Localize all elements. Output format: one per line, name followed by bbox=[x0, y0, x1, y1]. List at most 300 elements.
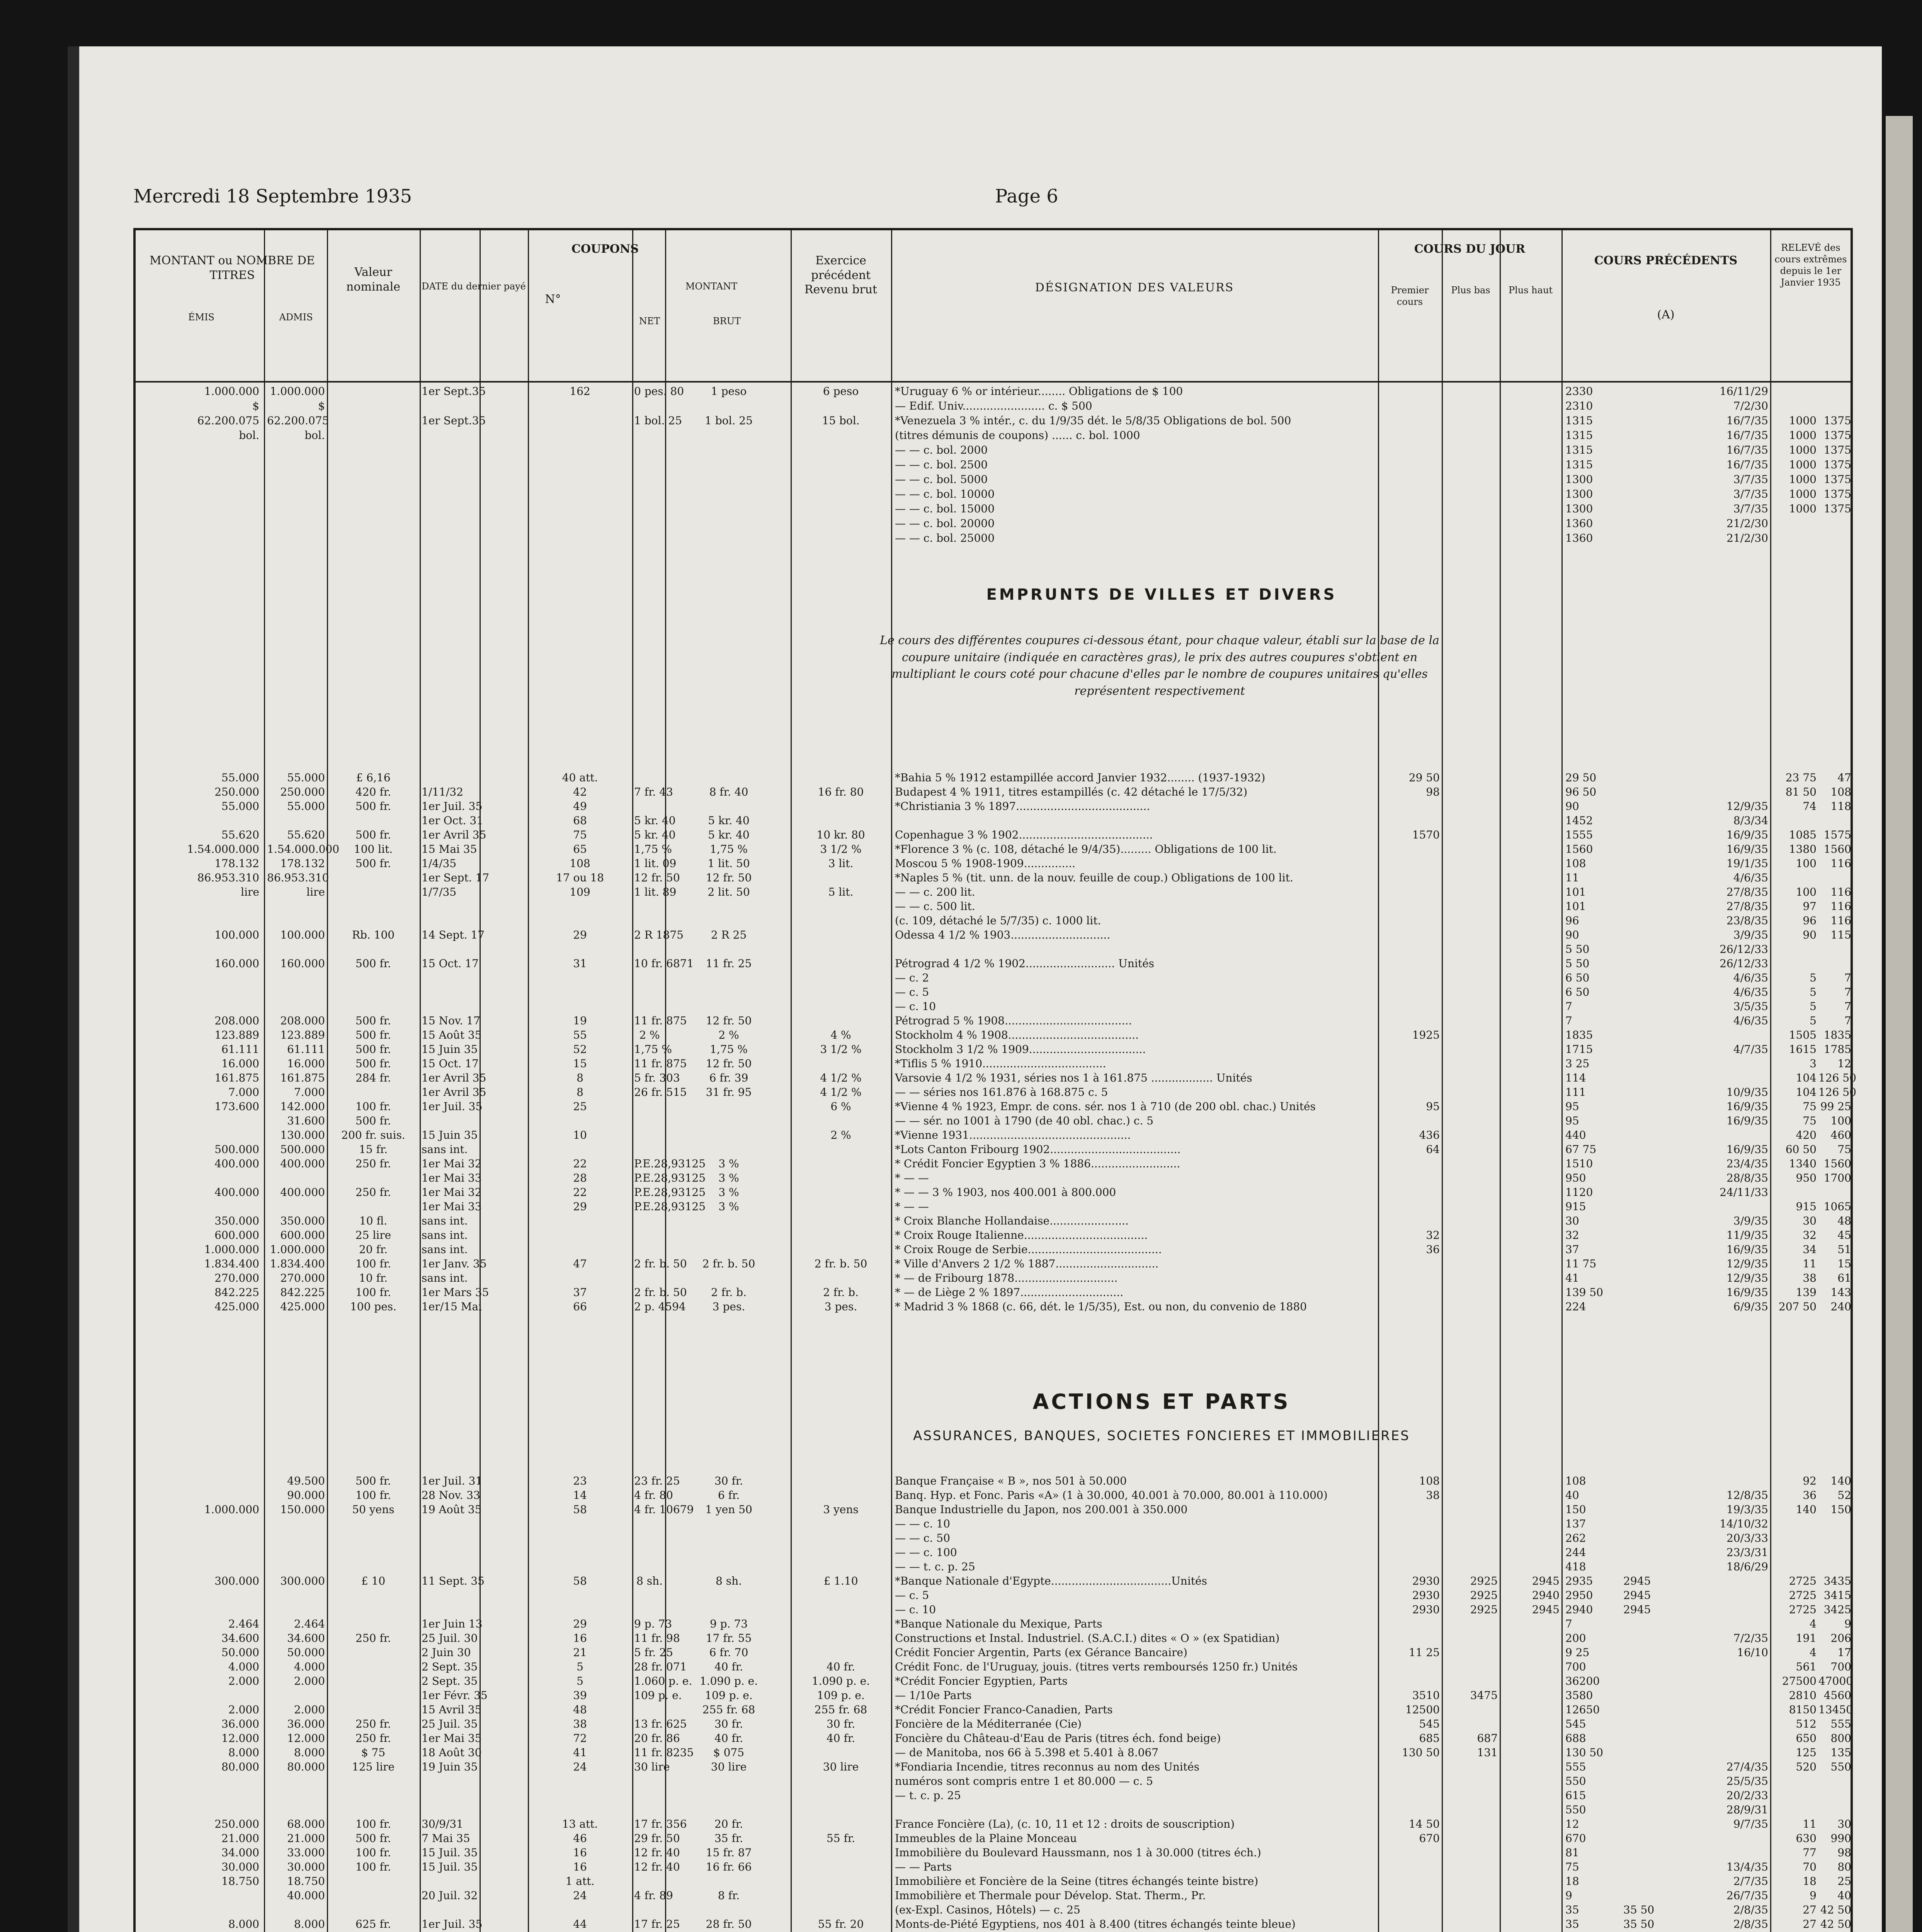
cell-date: 30/9/31 bbox=[422, 1818, 463, 1830]
cell-admis: 350.000 bbox=[280, 1214, 325, 1227]
cell-exercice: 30 lire bbox=[823, 1760, 859, 1773]
cell-emis: 80.000 bbox=[221, 1760, 259, 1773]
cell-num: 24 bbox=[573, 1760, 587, 1773]
cell-net: 5 fr. 25 bbox=[634, 1646, 673, 1659]
cell-precedent: 3 25 bbox=[1565, 1057, 1590, 1070]
header-valeur: Valeur nominale bbox=[346, 265, 400, 294]
cell-designation: *Banque Nationale d'Egypte...................................Unités bbox=[895, 1575, 1207, 1587]
cell-num: 40 att. bbox=[562, 771, 598, 784]
header-a: (A) bbox=[1657, 308, 1675, 321]
cell-r2: 143 bbox=[1830, 1286, 1851, 1299]
cell-r2: 42 50 bbox=[1820, 1903, 1851, 1916]
table-row bbox=[136, 414, 1851, 429]
cell-admis: 16.000 bbox=[287, 1057, 325, 1070]
cell-valeur: 500 fr. bbox=[355, 957, 391, 970]
cell-designation: * Madrid 3 % 1868 (c. 66, dét. le 1/5/35), Est. ou non, du convenio de 1880 bbox=[895, 1300, 1307, 1313]
cell-precedent: 130 50 bbox=[1565, 1746, 1603, 1759]
cell-num: 109 bbox=[570, 886, 590, 898]
cell-designation: Crédit Fonc. de l'Uruguay, jouis. (titres verts remboursés 1250 fr.) Unités bbox=[895, 1660, 1298, 1673]
cell-admis: 161.875 bbox=[280, 1071, 325, 1084]
cell-emis: 21.000 bbox=[221, 1832, 259, 1845]
cell-net: 8 sh. bbox=[636, 1575, 663, 1587]
running-head bbox=[133, 185, 1834, 213]
cell-r1: 420 bbox=[1796, 1129, 1817, 1141]
cell-date: 1/4/35 bbox=[422, 857, 457, 870]
cell-cours-b: 35 50 bbox=[1623, 1918, 1655, 1930]
table-row bbox=[136, 943, 1851, 957]
cell-exercice: 10 kr. 80 bbox=[816, 828, 865, 841]
cell-num: 5 bbox=[577, 1660, 583, 1673]
cell-valeur: 500 fr. bbox=[355, 1043, 391, 1056]
cell-precedent: 95 bbox=[1565, 1100, 1579, 1113]
cell-date-prec: 26/7/35 bbox=[1726, 1889, 1768, 1902]
cell-valeur: 100 pes. bbox=[350, 1300, 397, 1313]
table-row bbox=[136, 1071, 1856, 1086]
cell-precedent: 1360 bbox=[1565, 517, 1593, 530]
cell-date-prec: 25/5/35 bbox=[1726, 1775, 1768, 1787]
table-row bbox=[136, 1746, 1851, 1760]
table-row bbox=[136, 1775, 1851, 1789]
cell-admis: 1.834.400 bbox=[270, 1257, 325, 1270]
cell-r2: 1835 bbox=[1823, 1029, 1851, 1041]
cell-date-prec: 16/7/35 bbox=[1726, 458, 1768, 471]
cell-brut: 8 fr. bbox=[718, 1889, 740, 1902]
cell-r1: 81 50 bbox=[1785, 786, 1817, 798]
cell-precedent: 1560 bbox=[1565, 843, 1593, 855]
cell-r1: 1505 bbox=[1789, 1029, 1817, 1041]
cell-net: 11 fr. 875 bbox=[634, 1014, 687, 1027]
cell-date-prec: 16/9/35 bbox=[1726, 828, 1768, 841]
cell-date: 1er Avril 35 bbox=[422, 828, 486, 841]
cell-net: 17 fr. 25 bbox=[634, 1918, 680, 1930]
cell-emis: 12.000 bbox=[221, 1732, 259, 1745]
cell-net: 2 fr. b. 50 bbox=[634, 1286, 687, 1299]
cell-num: 37 bbox=[573, 1286, 587, 1299]
cell-date-prec: 21/2/30 bbox=[1726, 532, 1768, 544]
cell-plus-haut: 2940 bbox=[1532, 1589, 1560, 1602]
cell-num: 22 bbox=[573, 1157, 587, 1170]
table-row bbox=[136, 1875, 1851, 1889]
cell-r2: 206 bbox=[1830, 1632, 1851, 1645]
cell-exercice: 2 fr. b. 50 bbox=[814, 1257, 867, 1270]
table-row bbox=[136, 1029, 1851, 1043]
cell-r1: 74 bbox=[1803, 800, 1817, 813]
cell-r1: 1000 bbox=[1789, 414, 1817, 427]
cell-net: 7 fr. 43 bbox=[634, 786, 673, 798]
table-row bbox=[136, 1057, 1851, 1071]
binding-margin bbox=[1886, 116, 1913, 1932]
table-row bbox=[136, 517, 1851, 531]
table-row bbox=[136, 786, 1851, 800]
table-row bbox=[136, 1703, 1851, 1718]
cell-r2: 48 bbox=[1837, 1214, 1851, 1227]
cell-emis: 1.000.000 bbox=[204, 1503, 259, 1516]
cell-precedent: 75 bbox=[1565, 1861, 1579, 1873]
cell-r2: 98 bbox=[1837, 1846, 1851, 1859]
cell-net: 4 fr. 10679 bbox=[634, 1503, 694, 1516]
cell-date: 1er Mai 35 bbox=[422, 1732, 482, 1745]
cell-date-prec: 12/9/35 bbox=[1726, 1272, 1768, 1284]
cell-r2: 45 bbox=[1837, 1229, 1851, 1242]
cell-admis: 123.889 bbox=[280, 1029, 325, 1041]
cell-date: 25 Juil. 35 bbox=[422, 1718, 478, 1730]
cell-precedent: 90 bbox=[1565, 929, 1579, 941]
cell-designation: — — c. 100 bbox=[895, 1546, 957, 1559]
cell-r1: 90 bbox=[1803, 929, 1817, 941]
table-row bbox=[136, 1229, 1851, 1243]
cell-emis: 300.000 bbox=[214, 1575, 259, 1587]
cell-net: 10 fr. 6871 bbox=[634, 957, 694, 970]
cell-date-prec: 4/6/35 bbox=[1733, 971, 1768, 984]
cell-admis: 250.000 bbox=[280, 786, 325, 798]
cell-r2: 990 bbox=[1830, 1832, 1851, 1845]
cell-emis: 270.000 bbox=[214, 1272, 259, 1284]
cell-date: 25 Juil. 30 bbox=[422, 1632, 478, 1645]
cell-designation: — — c. bol. 25000 bbox=[895, 532, 995, 544]
cell-r1: 1000 bbox=[1789, 502, 1817, 515]
cell-r1: 104 bbox=[1796, 1071, 1817, 1084]
cell-num: 22 bbox=[573, 1186, 587, 1199]
table-row bbox=[136, 1517, 1851, 1532]
cell-precedent: 36200 bbox=[1565, 1675, 1600, 1687]
cell-valeur: 10 fl. bbox=[359, 1214, 388, 1227]
cell-net: 12 fr. 40 bbox=[634, 1861, 680, 1873]
cell-valeur: 50 yens bbox=[352, 1503, 395, 1516]
cell-r2: 140 bbox=[1830, 1475, 1851, 1487]
cell-net: 11 fr. 8235 bbox=[634, 1746, 694, 1759]
cell-r1: 70 bbox=[1803, 1861, 1817, 1873]
cell-cours-b: 35 50 bbox=[1623, 1903, 1655, 1916]
cell-date-prec: 6/9/35 bbox=[1733, 1300, 1768, 1313]
cell-r1: 75 bbox=[1803, 1100, 1817, 1113]
cell-num: 46 bbox=[573, 1832, 587, 1845]
cell-emis: 55.000 bbox=[221, 771, 259, 784]
table-row bbox=[136, 1172, 1851, 1186]
cell-brut: 8 sh. bbox=[715, 1575, 742, 1587]
cell-admis: 33.000 bbox=[287, 1846, 325, 1859]
cell-valeur: 420 fr. bbox=[355, 786, 391, 798]
cell-premier: 1925 bbox=[1412, 1029, 1440, 1041]
cell-valeur: 500 fr. bbox=[355, 1057, 391, 1070]
cell-r2: 25 bbox=[1837, 1875, 1851, 1888]
cell-num: 24 bbox=[573, 1889, 587, 1902]
header-releve: RELEVÉ des cours extrêmes depuis le 1er Janvier 1935 bbox=[1774, 242, 1847, 288]
cell-num: 55 bbox=[573, 1029, 587, 1041]
header-exercice: Exercice précédent Revenu brut bbox=[804, 254, 878, 296]
cell-precedent: 2950 bbox=[1565, 1589, 1593, 1602]
table-row bbox=[136, 458, 1851, 473]
cell-r2: 115 bbox=[1830, 929, 1851, 941]
cell-date-prec: 12/8/35 bbox=[1726, 1489, 1768, 1502]
cell-date: 1er Mai 32 bbox=[422, 1157, 482, 1170]
cell-exercice: 2 fr. b. bbox=[823, 1286, 859, 1299]
cell-r2: 1375 bbox=[1823, 444, 1851, 456]
cell-emis: 425.000 bbox=[214, 1300, 259, 1313]
cell-r1: 11 bbox=[1803, 1257, 1817, 1270]
table-row bbox=[136, 871, 1851, 886]
cell-date-prec: 18/6/29 bbox=[1726, 1560, 1768, 1573]
cell-emis: 50.000 bbox=[221, 1646, 259, 1659]
cell-num: 5 bbox=[577, 1675, 583, 1687]
cell-admis: 86.953.310 bbox=[267, 871, 329, 884]
cell-net: 9 p. 73 bbox=[634, 1617, 672, 1630]
cell-emis: 600.000 bbox=[214, 1229, 259, 1242]
cell-num: 44 bbox=[573, 1918, 587, 1930]
table-row bbox=[136, 1918, 1851, 1932]
cell-date: 15 Nov. 17 bbox=[422, 1014, 480, 1027]
cell-r1: 140 bbox=[1796, 1503, 1817, 1516]
cell-designation: — — c. 50 bbox=[895, 1532, 950, 1544]
cell-date: 2 Sept. 35 bbox=[422, 1660, 478, 1673]
cell-r2: 150 bbox=[1830, 1503, 1851, 1516]
cell-r2: 7 bbox=[1844, 1014, 1851, 1027]
cell-precedent: 1360 bbox=[1565, 532, 1593, 544]
cell-precedent: 615 bbox=[1565, 1789, 1586, 1802]
cell-admis: 34.600 bbox=[287, 1632, 325, 1645]
cell-precedent: 81 bbox=[1565, 1846, 1579, 1859]
cell-net: P.E.28,93125 bbox=[634, 1157, 706, 1170]
cell-r2: 1375 bbox=[1823, 414, 1851, 427]
cell-precedent: 111 bbox=[1565, 1086, 1586, 1099]
cell-r1: 5 bbox=[1810, 1000, 1817, 1013]
table-row bbox=[136, 1286, 1851, 1300]
cell-r1: 27 bbox=[1803, 1903, 1817, 1916]
cell-num: 28 bbox=[573, 1172, 587, 1184]
cell-designation: — — séries nos 161.876 à 168.875 c. 5 bbox=[895, 1086, 1108, 1099]
cell-brut: 31 fr. 95 bbox=[706, 1086, 752, 1099]
cell-r1: 1340 bbox=[1789, 1157, 1817, 1170]
table-row bbox=[136, 1300, 1851, 1315]
cell-valeur: 20 fr. bbox=[359, 1243, 388, 1256]
cell-date: 1er/15 Mai bbox=[422, 1300, 482, 1313]
cell-brut: 3 % bbox=[718, 1157, 739, 1170]
table-row bbox=[136, 1617, 1851, 1632]
cell-precedent: 6 50 bbox=[1565, 971, 1590, 984]
cell-emis: 178.132 bbox=[214, 857, 259, 870]
cell-date-prec: 8/3/34 bbox=[1733, 814, 1768, 827]
cell-brut: 255 fr. 68 bbox=[702, 1703, 755, 1716]
cell-date-prec: 16/9/35 bbox=[1726, 1100, 1768, 1113]
cell-precedent: 101 bbox=[1565, 900, 1586, 913]
cell-num: 47 bbox=[573, 1257, 587, 1270]
cell-date: 1er Juil. 35 bbox=[422, 1100, 483, 1113]
cell-precedent: 5 50 bbox=[1565, 957, 1590, 970]
cell-precedent: 139 50 bbox=[1565, 1286, 1603, 1299]
cell-precedent: 11 bbox=[1565, 871, 1579, 884]
cell-designation: — de Manitoba, nos 66 à 5.398 et 5.401 à 8.067 bbox=[895, 1746, 1159, 1759]
cell-r2: 51 bbox=[1837, 1243, 1851, 1256]
cell-precedent: 7 bbox=[1565, 1014, 1572, 1027]
cell-brut: 2 lit. 50 bbox=[708, 886, 750, 898]
cell-net: 109 p. e. bbox=[634, 1689, 682, 1702]
cell-precedent: 108 bbox=[1565, 1475, 1586, 1487]
cell-designation: — c. 5 bbox=[895, 1589, 929, 1602]
cell-valeur: 100 fr. bbox=[355, 1286, 391, 1299]
cell-r2: 460 bbox=[1830, 1129, 1851, 1141]
cell-r2: 1700 bbox=[1823, 1172, 1851, 1184]
cell-exercice: 3 yens bbox=[823, 1503, 859, 1516]
cell-precedent: 150 bbox=[1565, 1503, 1586, 1516]
cell-brut: 11 fr. 25 bbox=[706, 957, 752, 970]
cell-date-prec: 7/2/30 bbox=[1733, 400, 1768, 412]
cell-designation: * Ville d'Anvers 2 1/2 % 1887.............................. bbox=[895, 1257, 1159, 1270]
cell-r1: 2725 bbox=[1789, 1589, 1817, 1602]
cell-date-prec: 3/7/35 bbox=[1733, 488, 1768, 500]
cell-num: 66 bbox=[573, 1300, 587, 1313]
cell-net: P.E.28,93125 bbox=[634, 1172, 706, 1184]
cell-emis: 100.000 bbox=[214, 929, 259, 941]
cell-premier: 2930 bbox=[1412, 1575, 1440, 1587]
cell-r2: 135 bbox=[1830, 1746, 1851, 1759]
cell-precedent: 550 bbox=[1565, 1775, 1586, 1787]
cell-emis: 250.000 bbox=[214, 786, 259, 798]
cell-date: 1/7/35 bbox=[422, 886, 457, 898]
cell-date: 1er Mai 33 bbox=[422, 1172, 482, 1184]
cell-num: 41 bbox=[573, 1746, 587, 1759]
cell-designation: *Florence 3 % (c. 108, détaché le 9/4/35)......... Obligations de 100 lit. bbox=[895, 843, 1277, 855]
table-row bbox=[136, 1532, 1851, 1546]
cell-r1: 5 bbox=[1810, 986, 1817, 998]
cell-admis: 2.464 bbox=[294, 1617, 325, 1630]
cell-brut: 6 fr. bbox=[718, 1489, 740, 1502]
cell-plus-haut: 2945 bbox=[1532, 1575, 1560, 1587]
cell-precedent: 224 bbox=[1565, 1300, 1586, 1313]
cell-precedent: 32 bbox=[1565, 1229, 1579, 1242]
cell-r1: 92 bbox=[1803, 1475, 1817, 1487]
cell-premier: 95 bbox=[1426, 1100, 1440, 1113]
cell-r2: 126 50 bbox=[1818, 1086, 1856, 1099]
cell-precedent: 2935 bbox=[1565, 1575, 1593, 1587]
cell-r1: 60 50 bbox=[1785, 1143, 1817, 1156]
cell-date: 15 Juin 35 bbox=[422, 1043, 478, 1056]
cell-date-prec: 3/7/35 bbox=[1733, 502, 1768, 515]
cell-designation: Banq. Hyp. et Fonc. Paris «A» (1 à 30.000, 40.001 à 70.000, 80.001 à 110.000) bbox=[895, 1489, 1328, 1502]
cell-r1: 9 bbox=[1810, 1889, 1817, 1902]
cell-designation: Stockholm 4 % 1908...................................... bbox=[895, 1029, 1139, 1041]
cell-date: 11 Sept. 35 bbox=[422, 1575, 485, 1587]
cell-r2: 3435 bbox=[1823, 1575, 1851, 1587]
header-coupons: COUPONS bbox=[571, 242, 639, 256]
cell-emis: 2.000 bbox=[228, 1703, 259, 1716]
table-row bbox=[136, 1675, 1851, 1689]
cell-r1: 96 bbox=[1803, 914, 1817, 927]
cell-exercice: 255 fr. 68 bbox=[814, 1703, 867, 1716]
cell-admis: 4.000 bbox=[294, 1660, 325, 1673]
table-row bbox=[136, 1043, 1851, 1057]
cell-premier: 32 bbox=[1426, 1229, 1440, 1242]
cell-valeur: 625 fr. bbox=[355, 1918, 391, 1930]
header-date-dernier: DATE du dernier payé bbox=[422, 281, 526, 292]
cell-admis: 50.000 bbox=[287, 1646, 325, 1659]
cell-r1: 100 bbox=[1796, 886, 1817, 898]
cell-r2: 116 bbox=[1830, 857, 1851, 870]
cell-net: 12 fr. 40 bbox=[634, 1846, 680, 1859]
cell-r1: 77 bbox=[1803, 1846, 1817, 1859]
cell-admis: 8.000 bbox=[294, 1746, 325, 1759]
cell-admis: lire bbox=[306, 886, 325, 898]
cell-valeur: 500 fr. bbox=[355, 828, 391, 841]
cell-premier: 12500 bbox=[1405, 1703, 1440, 1716]
cell-brut: 5 kr. 40 bbox=[708, 828, 750, 841]
cell-date-prec: 21/2/30 bbox=[1726, 517, 1768, 530]
cell-precedent: 262 bbox=[1565, 1532, 1586, 1544]
cell-r1: 915 bbox=[1796, 1200, 1817, 1213]
table-row bbox=[136, 771, 1851, 786]
cell-valeur: 100 fr. bbox=[355, 1100, 391, 1113]
cell-num: 8 bbox=[577, 1086, 583, 1099]
cell-r2: 15 bbox=[1837, 1257, 1851, 1270]
cell-precedent: 915 bbox=[1565, 1200, 1586, 1213]
cell-date: 1er Juil. 35 bbox=[422, 1918, 483, 1930]
cell-r2: 1560 bbox=[1823, 843, 1851, 855]
cell-emis: 86.953.310 bbox=[197, 871, 259, 884]
cell-premier: 1570 bbox=[1412, 828, 1440, 841]
cell-designation: — — c. bol. 2000 bbox=[895, 444, 988, 456]
table-row bbox=[136, 900, 1851, 914]
cell-valeur: 500 fr. bbox=[355, 1029, 391, 1041]
cell-r2: 13450 bbox=[1818, 1703, 1853, 1716]
cell-date-prec: 16/7/35 bbox=[1726, 429, 1768, 442]
cell-admis: 80.000 bbox=[287, 1760, 325, 1773]
table-row bbox=[136, 1243, 1851, 1257]
cell-brut: 30 fr. bbox=[714, 1475, 743, 1487]
cell-plus-bas: 2925 bbox=[1470, 1575, 1498, 1587]
cell-precedent: 108 bbox=[1565, 857, 1586, 870]
cell-emis: 400.000 bbox=[214, 1157, 259, 1170]
cell-precedent: 101 bbox=[1565, 886, 1586, 898]
cell-r1: 950 bbox=[1796, 1172, 1817, 1184]
cell-num: 25 bbox=[573, 1100, 587, 1113]
table-row bbox=[136, 1732, 1851, 1746]
cell-date: 15 Mai 35 bbox=[422, 843, 477, 855]
cell-valeur: £ 6,16 bbox=[356, 771, 391, 784]
cell-precedent: 3580 bbox=[1565, 1689, 1593, 1702]
cell-date-prec: 3/9/35 bbox=[1733, 1214, 1768, 1227]
cell-r1: 1000 bbox=[1789, 444, 1817, 456]
cell-precedent: 555 bbox=[1565, 1760, 1586, 1773]
cell-valeur: 500 fr. bbox=[355, 857, 391, 870]
cell-net: 5 kr. 40 bbox=[634, 814, 676, 827]
table-row bbox=[136, 1832, 1851, 1846]
cell-designation: *Lots Canton Fribourg 1902...................................... bbox=[895, 1143, 1181, 1156]
cell-designation: — Edif. Univ........................ c. $ 500 bbox=[895, 400, 1092, 412]
cell-precedent: 545 bbox=[1565, 1718, 1586, 1730]
cell-admis: bol. bbox=[304, 429, 325, 442]
cell-date-prec: 14/10/32 bbox=[1720, 1517, 1768, 1530]
cell-r2: 116 bbox=[1830, 900, 1851, 913]
cell-designation: — c. 10 bbox=[895, 1603, 936, 1616]
cell-net: 11 fr. 875 bbox=[634, 1057, 687, 1070]
cell-brut: 5 kr. 40 bbox=[708, 814, 750, 827]
cell-r2: 1375 bbox=[1823, 488, 1851, 500]
issue-date: Mercredi 18 Septembre 1935 bbox=[133, 185, 412, 207]
cell-num: 14 bbox=[573, 1489, 587, 1502]
cell-designation: *Crédit Foncier Franco-Canadien, Parts bbox=[895, 1703, 1113, 1716]
cell-admis: 100.000 bbox=[280, 929, 325, 941]
cell-designation: — — Parts bbox=[895, 1861, 952, 1873]
cell-designation: — — c. bol. 20000 bbox=[895, 517, 995, 530]
cell-num: 16 bbox=[573, 1861, 587, 1873]
cell-admis: 400.000 bbox=[280, 1157, 325, 1170]
cell-admis: 8.000 bbox=[294, 1918, 325, 1930]
cell-premier: 36 bbox=[1426, 1243, 1440, 1256]
cell-date-prec: 3/7/35 bbox=[1733, 473, 1768, 486]
cell-designation: *Christiania 3 % 1897....................................... bbox=[895, 800, 1150, 813]
cell-admis: 400.000 bbox=[280, 1186, 325, 1199]
header-montant: MONTANT ou NOMBRE DE TITRES bbox=[150, 254, 315, 282]
cell-r2: 42 50 bbox=[1820, 1918, 1851, 1930]
cell-r1: 1085 bbox=[1789, 828, 1817, 841]
